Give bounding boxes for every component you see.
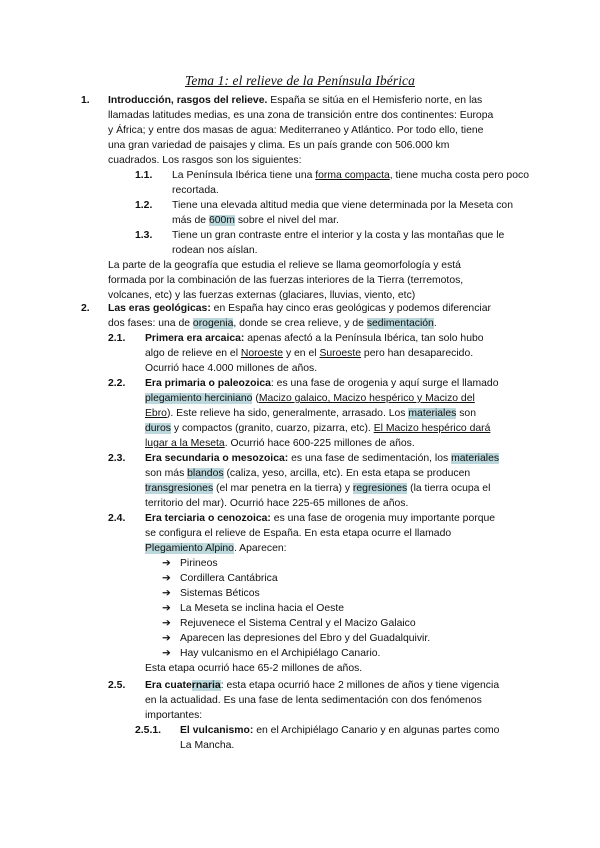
era-heading: Era terciaria o cenozoica:	[145, 513, 271, 524]
sub-2-5-1-line-1	[180, 724, 499, 737]
text: : esta etapa ocurrió hace 2 millones de años y tiene vigencia	[220, 680, 500, 691]
text: son	[456, 408, 476, 419]
list-item: Hay vulcanismo en el Archipiélago Canario.	[180, 648, 381, 659]
text: pero han desaparecido.	[361, 348, 474, 359]
section-2-heading: Las eras geológicas:	[108, 303, 211, 314]
document-title: Tema 1: el relieve de la Península Ibérica	[184, 73, 415, 88]
list-item: Sistemas Béticos	[180, 588, 260, 599]
text: , donde se crea relieve, y de	[233, 318, 367, 329]
underlined-text: lugar a la Meseta	[145, 438, 225, 449]
text: y en el	[283, 348, 320, 359]
era-2-1-line-2	[145, 347, 473, 360]
section-1-line-2: llamadas latitudes medias, es una zona de transición entre dos continentes: Europa	[108, 110, 494, 121]
era-2-3-line-1	[145, 452, 499, 465]
list-item: Cordillera Cantábrica	[180, 573, 278, 584]
list-item: Aparecen las depresiones del Ebro y del Guadalquivir.	[180, 633, 431, 644]
item-1-2-number: 1.2.	[135, 200, 153, 211]
text: apenas afectó a la Península Ibérica, tan solo hubo	[244, 333, 484, 344]
highlighted-text: sedimentación	[366, 318, 434, 329]
era-2-2-line-1	[145, 377, 498, 390]
era-2-1-line-3: Ocurrió hace 4.000 millones de años.	[145, 363, 318, 374]
text: (	[252, 393, 259, 404]
era-2-5-number: 2.5.	[108, 680, 126, 691]
highlighted-text: materiales	[451, 453, 500, 464]
list-item: Rejuvenece el Sistema Central y el Macizo Galaico	[180, 618, 416, 629]
text: La Península Ibérica tiene una	[172, 170, 316, 181]
text: . Ocurrió hace 600-225 millones de años.	[224, 438, 415, 449]
text: (caliza, yeso, arcilla, etc). En esta etapa se producen	[223, 468, 471, 479]
text: . Aparecen:	[233, 543, 287, 554]
era-2-5-line-1	[145, 679, 499, 692]
section-1-line-1	[108, 94, 482, 107]
text: (el mar penetra en la tierra) y	[213, 483, 353, 494]
item-1-3-number: 1.3.	[135, 230, 153, 241]
sub-heading: El vulcanismo:	[180, 725, 254, 736]
highlighted-text: 600m	[208, 215, 235, 226]
text: , tiene mucha costa pero poco	[389, 170, 529, 181]
section-1-line-4: una gran variedad de paisajes y clima. Es un país grande con 506.000 km	[108, 140, 450, 151]
era-2-4-line-2: se configura el relieve de España. En esta etapa ocurre el llamado	[145, 528, 452, 539]
item-1-2-line-1: Tiene una elevada altitud media que viene determinada por la Meseta con	[172, 200, 513, 211]
arrow-icon: ➔	[162, 588, 171, 599]
section-1-para-line-2: formada por la combinación de las fuerzas interiores de la Tierra (terremotos,	[108, 275, 464, 286]
item-1-1-line-1	[172, 169, 529, 182]
underlined-text: Macizo galaico, Macizo hespérico y Macizo del	[258, 393, 475, 404]
era-2-3-line-4: territorio del mar). Ocurrió hace 225-65 millones de años.	[145, 498, 409, 509]
section-2-number: 2.	[81, 303, 90, 314]
underlined-text: forma compacta	[315, 170, 390, 181]
text: .	[433, 318, 437, 329]
highlighted-text: Plegamiento Alpino	[145, 543, 234, 554]
highlighted-text: regresiones	[352, 483, 408, 494]
sub-2-5-1-line-2: La Mancha.	[180, 740, 235, 751]
underlined-text: Ebro	[145, 408, 167, 419]
text: ). Este relieve ha sido, generalmente, arrasado. Los	[166, 408, 409, 419]
underlined-text: El Macizo hespérico dará	[373, 423, 491, 434]
era-heading: Primera era arcaica:	[145, 333, 245, 344]
text: son más	[145, 468, 188, 479]
text: España se sitúa en el Hemisferio norte, en las	[267, 95, 483, 106]
era-2-4-end-line: Esta etapa ocurrió hace 65-2 millones de años.	[145, 663, 363, 674]
arrow-icon: ➔	[162, 573, 171, 584]
text: algo de relieve en el	[145, 348, 241, 359]
text: en España hay cinco eras geológicas y podemos diferenciar	[210, 303, 491, 314]
highlighted-text: plegamiento herciniano	[145, 393, 253, 404]
text: en el Archipiélago Canario y en algunas partes como	[253, 725, 500, 736]
era-2-4-line-1	[145, 512, 495, 525]
era-2-2-line-3	[145, 407, 476, 420]
era-2-2-line-2	[145, 392, 475, 405]
highlighted-text: materiales	[408, 408, 457, 419]
arrow-icon: ➔	[162, 618, 171, 629]
era-2-4-number: 2.4.	[108, 513, 126, 524]
text: : es una fase de orogenia y aquí surge el llamado	[270, 378, 499, 389]
item-1-1-line-2: recortada.	[172, 185, 219, 196]
era-heading: Era primaria o paleozoica	[145, 378, 271, 389]
sub-2-5-1-number: 2.5.1.	[135, 725, 161, 736]
list-item: Pirineos	[180, 558, 218, 569]
section-2-line-1	[108, 302, 491, 315]
era-2-3-line-2	[145, 467, 470, 480]
highlighted-text: blandos	[187, 468, 224, 479]
text: es una fase de sedimentación, los	[288, 453, 452, 464]
text: (la tierra ocupa el	[407, 483, 491, 494]
arrow-icon: ➔	[162, 648, 171, 659]
text: y compactos (granito, cuarzo, pizarra, etc).	[171, 423, 374, 434]
era-2-1-line-1	[145, 332, 484, 345]
highlighted-heading: rnaria	[191, 680, 221, 691]
section-1-heading: Introducción, rasgos del relieve.	[108, 95, 268, 106]
era-2-2-line-5	[145, 437, 415, 450]
highlighted-text: orogenia	[192, 318, 234, 329]
text: es una fase de orogenia muy importante porque	[270, 513, 496, 524]
era-2-4-line-3	[145, 542, 287, 555]
item-1-3-line-2: rodean nos aíslan.	[172, 245, 258, 256]
arrow-icon: ➔	[162, 558, 171, 569]
text: dos fases: una de	[108, 318, 193, 329]
era-2-2-line-4	[145, 422, 490, 435]
era-heading: Era secundaria o mesozoica:	[145, 453, 289, 464]
section-1-para-line-1: La parte de la geografía que estudia el relieve se llama geomorfología y está	[108, 260, 461, 271]
highlighted-text: transgresiones	[145, 483, 214, 494]
section-1-line-5: cuadrados. Los rasgos son los siguientes:	[108, 155, 302, 166]
item-1-1-number: 1.1.	[135, 170, 153, 181]
era-2-5-line-3: importantes:	[145, 710, 203, 721]
arrow-icon: ➔	[162, 633, 171, 644]
underlined-text: Suroeste	[319, 348, 362, 359]
item-1-2-line-2	[172, 214, 339, 227]
era-heading: Era cuate	[145, 680, 192, 691]
section-1-line-3: y África; y entre dos masas de agua: Mediterraneo y Atlántico. Por todo ello, tiene	[108, 125, 484, 136]
era-2-3-number: 2.3.	[108, 453, 126, 464]
section-2-line-2	[108, 317, 437, 330]
section-1-para-line-3: volcanes, etc) y las fuerzas externas (glaciares, lluvias, viento, etc)	[108, 290, 416, 301]
text: sobre el nivel del mar.	[234, 215, 339, 226]
underlined-text: Noroeste	[240, 348, 284, 359]
era-2-2-number: 2.2.	[108, 378, 126, 389]
list-item: La Meseta se inclina hacia el Oeste	[180, 603, 345, 614]
section-1-number: 1.	[81, 95, 90, 106]
era-2-1-number: 2.1.	[108, 333, 126, 344]
era-2-5-line-2: en la actualidad. Es una fase de lenta sedimentación con dos fenómenos	[145, 695, 482, 706]
arrow-icon: ➔	[162, 603, 171, 614]
text: más de	[172, 215, 209, 226]
era-2-3-line-3	[145, 482, 490, 495]
highlighted-text: duros	[145, 423, 171, 434]
item-1-3-line-1: Tiene un gran contraste entre el interior y la costa y las montañas que le	[172, 230, 505, 241]
